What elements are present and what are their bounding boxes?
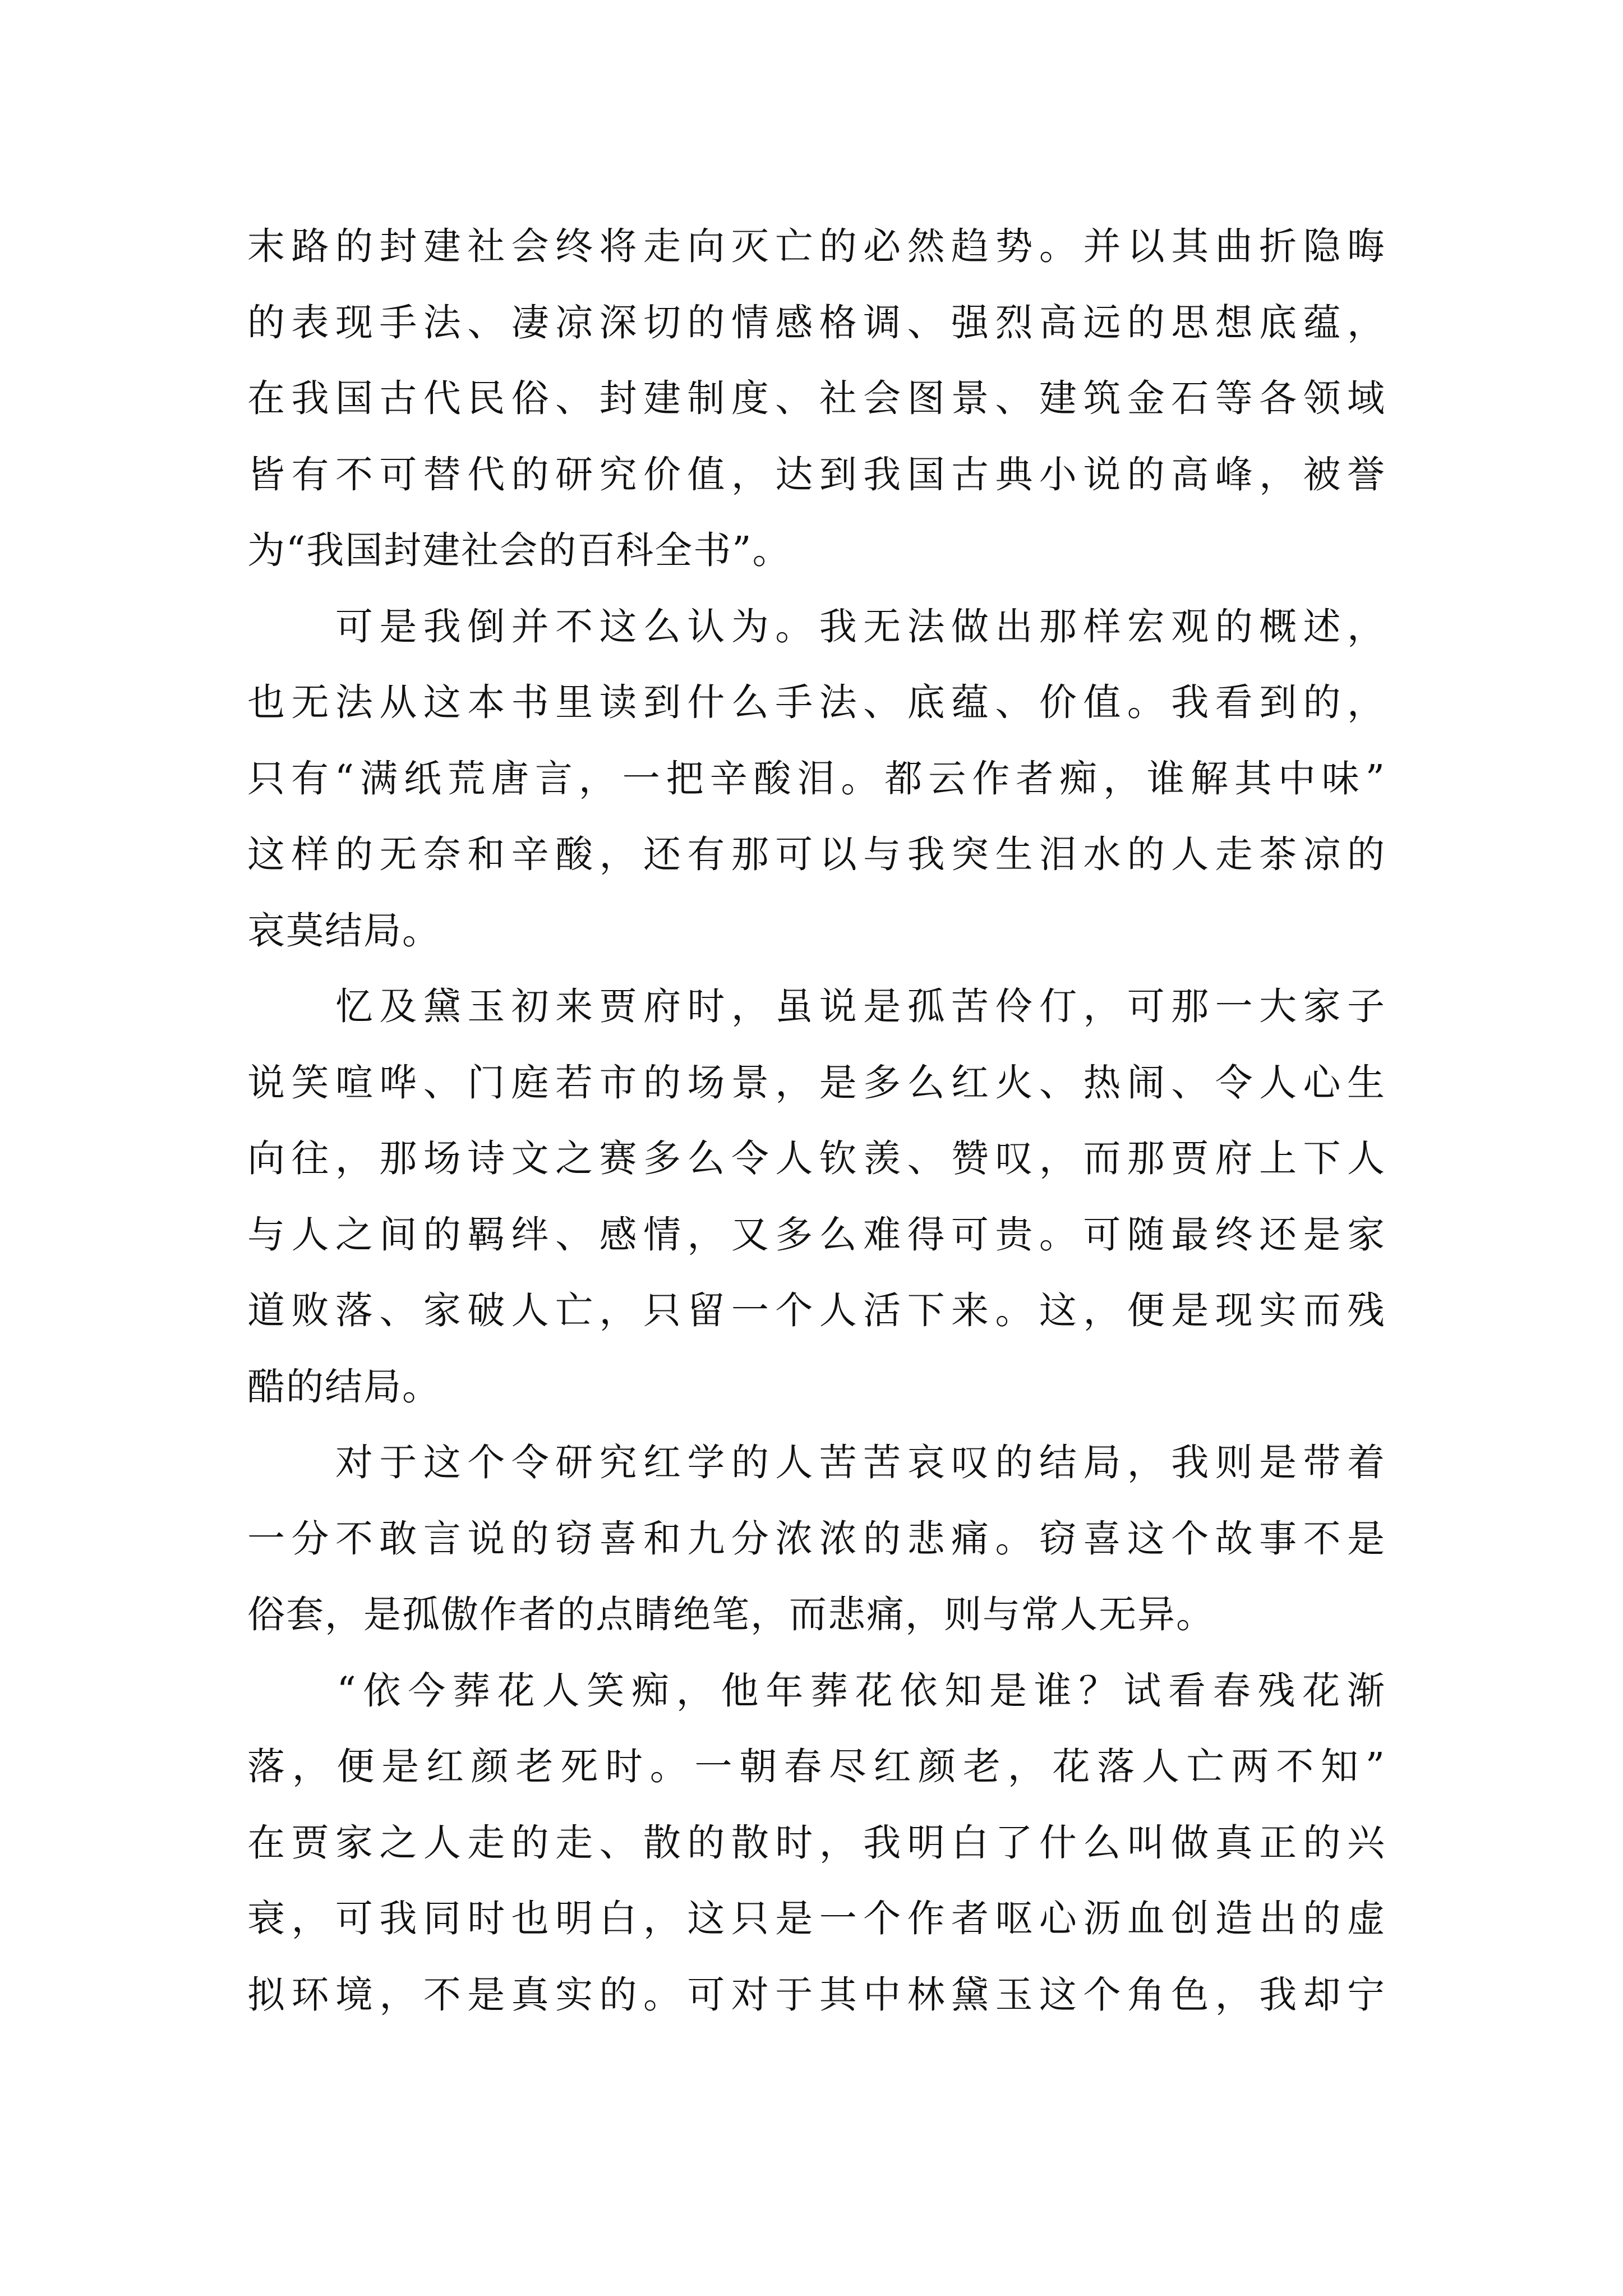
text-line: 也无法从这本书里读到什么手法、底蕴、价值。我看到的， [247,680,1386,724]
text-line: 道败落、家破人亡，只留一个人活下来。这，便是现实而残 [247,1289,1386,1332]
text-line: 皆有不可替代的研究价值，达到我国古典小说的高峰，被誉 [247,452,1386,496]
text-line: 只有“满纸荒唐言，一把辛酸泪。都云作者痴，谁解其中味” [247,756,1386,800]
body-text [247,209,1386,2033]
text-line: 可是我倒并不这么认为。我无法做出那样宏观的概述， [247,604,1386,648]
text-line: 在贾家之人走的走、散的散时，我明白了什么叫做真正的兴 [247,1820,1386,1865]
text-line: 落，便是红颜老死时。一朝春尽红颜老，花落人亡两不知” [247,1745,1386,1788]
text-line: 酷的结局。 [247,1364,441,1409]
text-line: 这样的无奈和辛酸，还有那可以与我突生泪水的人走茶凉的 [247,832,1386,876]
text-line: 在我国古代民俗、封建制度、社会图景、建筑金石等各领域 [247,376,1386,420]
text-line: 一分不敢言说的窃喜和九分浓浓的悲痛。窃喜这个故事不是 [247,1516,1386,1561]
text-line: 忆及黛玉初来贾府时，虽说是孤苦伶仃，可那一大家子 [247,984,1386,1028]
text-line: 俗套，是孤傲作者的点睛绝笔，而悲痛，则与常人无异。 [247,1593,1215,1636]
text-line: 对于这个令研究红学的人苦苦哀叹的结局，我则是带着 [247,1441,1386,1484]
text-line: 与人之间的羁绊、感情，又多么难得可贵。可随最终还是家 [247,1212,1386,1257]
text-line: 哀莫结局。 [247,908,441,953]
text-line: 衰，可我同时也明白，这只是一个作者呕心沥血创造出的虚 [247,1897,1386,1940]
text-line: 末路的封建社会终将走向灭亡的必然趋势。并以其曲折隐晦 [247,224,1386,268]
text-line: 说笑喧哗、门庭若市的场景，是多么红火、热闹、令人心生 [247,1060,1386,1105]
text-line: 拟环境，不是真实的。可对于其中林黛玉这个角色，我却宁 [247,1972,1386,2017]
text-line: 为“我国封建社会的百科全书”。 [247,528,791,572]
text-line: 向往，那场诗文之赛多么令人钦羡、赞叹，而那贾府上下人 [247,1137,1386,1180]
text-line: “依今葬花人笑痴，他年葬花依知是谁？试看春残花渐 [247,1668,1386,1713]
text-line: 的表现手法、凄凉深切的情感格调、强烈高远的思想底蕴， [247,300,1386,344]
